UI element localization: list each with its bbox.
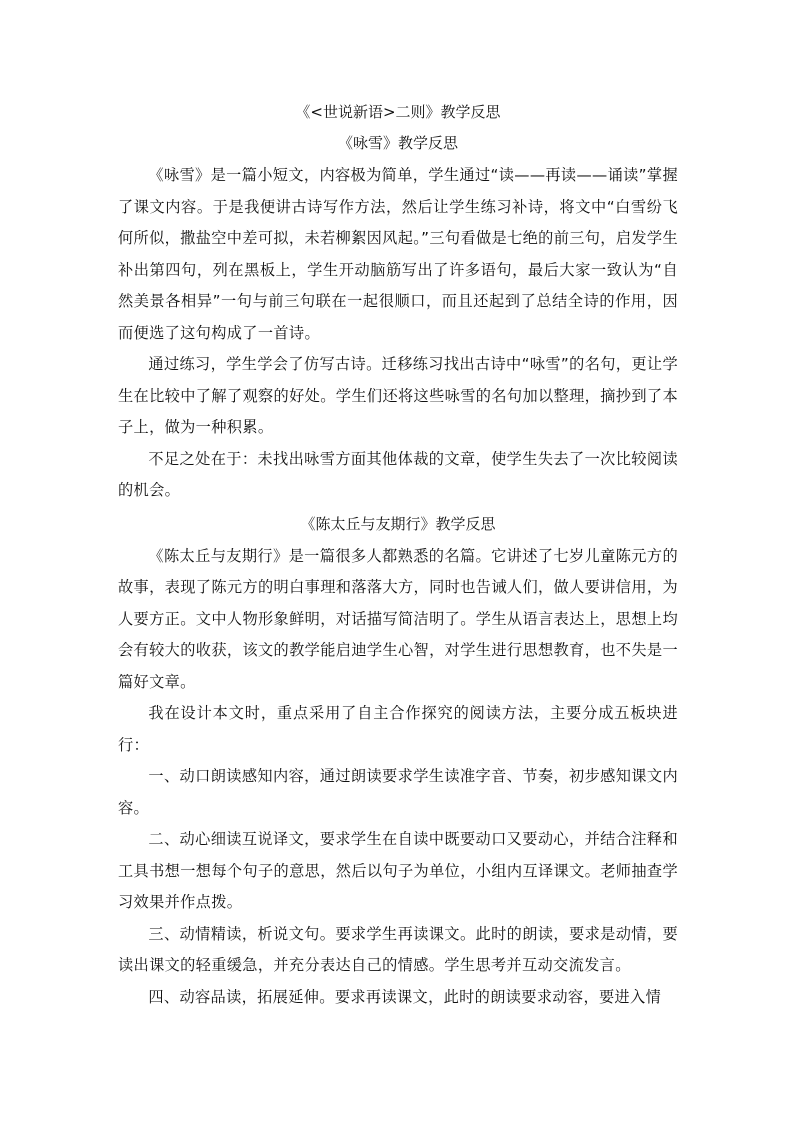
paragraph: 一、动口朗读感知内容，通过朗读要求学生读准字音、节奏，初步感知课文内容。 [118, 767, 678, 817]
paragraph: 四、动容品读，拓展延伸。要求再读课文，此时的朗读要求动容，要进入情 [148, 987, 662, 1006]
paragraph: 三、动情精读，析说文句。要求学生再读课文。此时的朗读，要求是动情，要读出课文的轻重缓急，并充分表达自己的情感。学生思考并互动交流发言。 [118, 924, 678, 974]
document-title: 《<世说新语>二则》教学反思 [295, 103, 501, 121]
section-heading: 《陈太丘与友期行》教学反思 [300, 514, 496, 533]
section-heading: 《咏雪》教学反思 [337, 134, 458, 152]
paragraph: 二、动心细读互说译文，要求学生在自读中既要动口又要动心，并结合注释和工具书想一想每个句子的意思，然后以句子为单位，小组内互译课文。老师抽查学习效果并作点拨。 [118, 830, 678, 911]
paragraph: 我在设计本文时，重点采用了自主合作探究的阅读方法，主要分成五板块进行： [118, 704, 678, 754]
paragraph: 《陈太丘与友期行》是一篇很多人都熟悉的名篇。它讲述了七岁儿童陈元方的故事，表现了陈元方的明白事理和落落大方，同时也告诫人们，做人要讲信用，为人要方正。文中人物形象鲜明，对话描写简洁明了。学生从语言表达上，思想上均会有较大的收获，该文的教学能启迪学生心智，对学生进行思想教育，也不失是一篇好文章。 [118, 546, 678, 691]
paragraph: 《咏雪》是一篇小短文，内容极为简单，学生通过“读——再读——诵读”掌握了课文内容。于是我便讲古诗写作方法，然后让学生练习补诗，将文中“白雪纷飞何所似，撒盐空中差可拟，未若柳絮因风起。”三句看做是七绝的前三句，启发学生补出第四句，列在黑板上，学生开动脑筋写出了许多语句，最后大家一致认为“自然美景各相异”一句与前三句联在一起很顺口，而且还起到了总结全诗的作用，因而便选了这句构成了一首诗。 [118, 166, 678, 342]
document-page [118, 98, 678, 1013]
paragraph: 不足之处在于：未找出咏雪方面其他体裁的文章，使学生失去了一次比较阅读的机会。 [118, 449, 678, 499]
paragraph: 通过练习，学生学会了仿写古诗。迁移练习找出古诗中“咏雪”的名句，更让学生在比较中了解了观察的好处。学生们还将这些咏雪的名句加以整理，摘抄到了本子上，做为一种积累。 [118, 355, 678, 436]
